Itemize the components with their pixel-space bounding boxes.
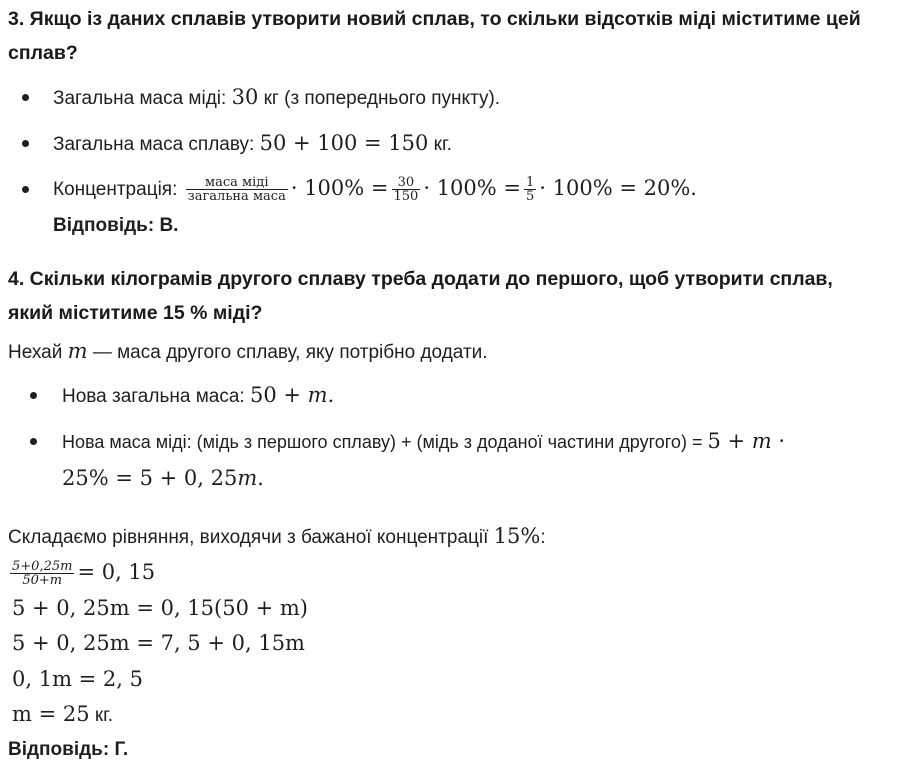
q3-title-line2: сплав? — [8, 42, 78, 64]
bullet-icon — [30, 392, 37, 399]
q4-title-line2: який міститиме 15 % міді? — [8, 302, 263, 324]
fraction-equation: $\frac{5+0,25m}{50+m}$ — [12, 558, 73, 589]
bullet-icon — [22, 140, 29, 147]
fraction-1-over-5: $\frac{1}{5}$ — [526, 174, 535, 205]
q3-bullet-copper-mass: Загальна маса міді: 30 кг (з попереднього пункту). — [53, 85, 501, 109]
q4-title-line1: 4. Скільки кілограмів другого сплаву треба додати до першого, щоб утворити сплав, — [8, 268, 833, 290]
q4-equation-5: m = 25 кг. — [12, 702, 114, 726]
fraction-copper-over-total: $\frac{\text{маса міді}}{\text{загальна маса}}$ — [187, 174, 286, 205]
q4-equation-2: 5 + 0, 25m = 0, 15(50 + m) — [12, 596, 308, 620]
q4-bullet-copper-mass-line1: Нова маса міді: (мідь з першого сплаву) + (мідь з доданої частини другого) = 5 + m · — [62, 429, 786, 453]
bullet-icon — [22, 94, 29, 101]
q4-equation-3: 5 + 0, 25m = 7, 5 + 0, 15m — [12, 631, 305, 655]
q3-bullet-alloy-mass: Загальна маса сплаву: 50 + 100 = 150 кг. — [53, 131, 452, 155]
q4-equation-intro: Складаємо рівняння, виходячи з бажаної концентрації 15%: — [8, 524, 546, 548]
bullet-icon — [22, 186, 29, 193]
bullet-icon — [30, 438, 37, 445]
q4-bullet-copper-mass-line2: 25% = 5 + 0, 25m. — [62, 466, 264, 490]
fraction-30-over-150: $\frac{30}{150}$ — [393, 174, 419, 205]
q4-bullet-total-mass: Нова загальна маса: 50 + m. — [62, 383, 335, 407]
q3-bullet-concentration: Концентрація: $\frac{\text{маса міді}}{\text{загальна маса}}$ · 100% = $\frac{30}{150}$ · 100% = $\frac{1}{5}$ · 100% = 20%. — [53, 174, 697, 205]
q4-equation-1: $\frac{5+0,25m}{50+m}$ = 0, 15 — [12, 558, 156, 589]
q3-answer: Відповідь: В. — [53, 215, 179, 236]
q4-answer: Відповідь: Г. — [8, 739, 129, 760]
q3-title-line1: 3. Якщо із даних сплавів утворити новий сплав, то скільки відсотків міді міститиме цей — [8, 8, 861, 30]
q4-equation-4: 0, 1m = 2, 5 — [12, 667, 144, 691]
q4-intro: Нехай m — маса другого сплаву, яку потрібно додати. — [8, 339, 488, 363]
